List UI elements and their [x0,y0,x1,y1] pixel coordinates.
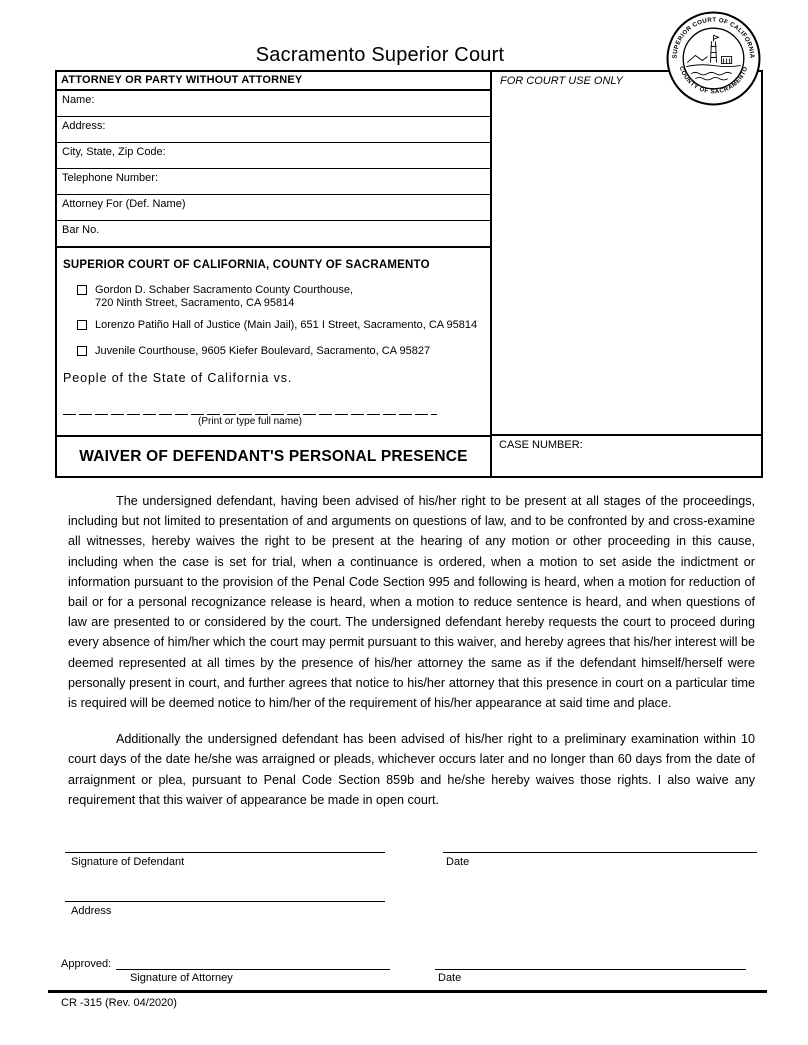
courthouse-line1: Juvenile Courthouse, 9605 Kiefer Boulevard, Sacramento, CA 95827 [95,345,431,357]
address-line-label: Address [71,905,112,917]
approved-label: Approved: [61,958,112,970]
address-label: Address: [62,120,106,132]
attorney-for-field[interactable] [57,195,490,221]
courthouse-line1: Gordon D. Schaber Sacramento County Courthouse, [95,284,354,296]
defendant-signature-label: Signature of Defendant [71,856,185,868]
waiver-body-text [68,491,755,810]
courthouse-option-text [95,345,430,358]
court-section-title: SUPERIOR COURT OF CALIFORNIA, COUNTY OF SACRAMENTO [63,259,430,271]
waiver-paragraph-1: The undersigned defendant, having been advised of his/her right to be present at all stages of the proceedings, including but not limited to presentation of and arguments on questions of law, and to be confronted by and cross-examine all witnesses, hereby waives the right to be present at the hearing of any motion or other proceeding in this cause, including when the case is set for trial, when a continuance is ordered, when a motion to set aside the indictment or information pursuant to the provision of the Penal Code Section 995 and following is heard, when a motion for reduction of bail or for a personal recognizance release is heard, when a motion to reduce sentence is heard, and when questions of law are presented to or considered by the court. The undersigned defendant hereby requests the court to proceed during every absence of him/her which the court may permit pursuant to this waiver, and hereby agrees that his/her interest will be deemed represented at all times by the presence of his/her attorney the same as if the defendant himself/herself were personally present in court, and further agrees that notice to his/her attorney that this presence in court on a particular time is required will be deemed notice to him/her of the requirement of his/her appearance at said time and place. [68,494,755,711]
address-line[interactable] [65,901,385,902]
courthouse-option-text [95,319,477,332]
attorney-date-label: Date [438,972,462,984]
print-name-hint: (Print or type full name) [198,416,302,427]
defendant-date-label: Date [446,856,470,868]
caption-table [55,70,763,478]
attorney-box-title: ATTORNEY OR PARTY WITHOUT ATTORNEY [57,72,490,91]
telephone-label: Telephone Number: [62,172,159,184]
court-location-section [57,248,490,435]
page-title: Sacramento Superior Court [255,44,505,66]
seal-top-text: SUPERIOR COURT OF CALIFORNIA [671,16,756,59]
case-number-label: CASE NUMBER: [499,439,583,451]
courthouse-option-schaber[interactable] [77,284,482,310]
attorney-column [57,72,492,476]
for-court-use-only-label: FOR COURT USE ONLY [500,75,623,87]
seal-bottom-text: COUNTY OF SACRAMENTO [677,65,750,96]
courthouse-line2: 720 Ninth Street, Sacramento, CA 95814 [95,297,295,309]
waiver-paragraph-2: Additionally the undersigned defendant has been advised of his/her right to a preliminary examination within 10 court days of the date he/she was arraigned or pleads, whichever occurs later and no longer than 60 days from the date of arraignment or plea, pursuant to Penal Code Section 859b and he/she hereby waives those rights. I also waive any requirement that this waiver of appearance be made in open court. [68,732,755,807]
courthouse-option-text [95,284,353,310]
bar-no-field[interactable] [57,221,490,248]
case-caption: People of the State of California vs. [63,371,293,385]
attorney-signature-label: Signature of Attorney [130,972,233,984]
defendant-name-line[interactable] [63,406,437,415]
defendant-date-line[interactable] [443,852,757,853]
courthouse-list [77,284,482,358]
courthouse-option-patino[interactable] [77,319,482,332]
address-field[interactable] [57,117,490,143]
court-use-column [492,72,761,476]
checkbox-icon[interactable] [77,346,87,356]
name-field[interactable] [57,91,490,117]
attorney-signature-line[interactable] [116,969,390,970]
form-title: WAIVER OF DEFENDANT'S PERSONAL PRESENCE [57,435,490,477]
checkbox-icon[interactable] [77,285,87,295]
case-number-field[interactable] [492,434,761,476]
telephone-field[interactable] [57,169,490,195]
attorney-date-line[interactable] [435,969,746,970]
name-label: Name: [62,94,95,106]
attorney-for-label: Attorney For (Def. Name) [62,198,186,210]
courthouse-option-juvenile[interactable] [77,345,482,358]
city-state-zip-label: City, State, Zip Code: [62,146,166,158]
bar-no-label: Bar No. [62,224,100,236]
defendant-signature-line[interactable] [65,852,385,853]
courthouse-line1: Lorenzo Patiño Hall of Justice (Main Jail), 651 I Street, Sacramento, CA 95814 [95,319,478,331]
city-state-zip-field[interactable] [57,143,490,169]
form-number: CR -315 (Rev. 04/2020) [61,997,177,1009]
checkbox-icon[interactable] [77,320,87,330]
court-seal-icon [665,10,762,107]
footer-rule [48,990,767,993]
